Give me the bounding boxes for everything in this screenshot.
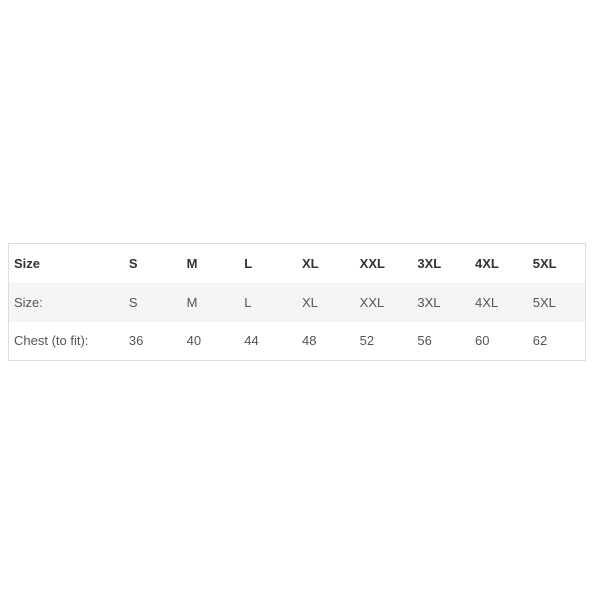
size-chart-header-cell: L bbox=[239, 244, 297, 283]
size-chart-header-cell: 3XL bbox=[412, 244, 470, 283]
size-chart-row bbox=[9, 283, 586, 322]
size-chart-header-cell: 5XL bbox=[528, 244, 586, 283]
size-chart-row-label: Size: bbox=[14, 294, 43, 310]
size-chart-row bbox=[9, 322, 586, 361]
size-chart-header-cell: XL bbox=[297, 244, 355, 283]
size-chart-cell: 3XL bbox=[417, 294, 441, 310]
size-chart-header-cell: 4XL bbox=[470, 244, 528, 283]
size-chart-body bbox=[9, 283, 586, 361]
size-chart-table bbox=[8, 243, 586, 361]
size-chart-cell: L bbox=[244, 294, 252, 310]
size-chart-header-cell: S bbox=[124, 244, 182, 283]
size-chart-cell: 44 bbox=[244, 333, 259, 349]
size-chart-cell: XXL bbox=[359, 294, 385, 310]
size-chart-header-label: Size bbox=[9, 244, 124, 283]
size-chart-header-cell: XXL bbox=[355, 244, 413, 283]
size-chart-row-label: Chest (to fit): bbox=[14, 333, 89, 349]
size-chart-header-row bbox=[9, 244, 586, 283]
size-chart-cell: M bbox=[186, 294, 198, 310]
size-chart-cell: XL bbox=[301, 294, 318, 310]
size-chart-cell: 36 bbox=[128, 333, 144, 349]
size-chart-section bbox=[8, 243, 586, 361]
size-chart-cell: 62 bbox=[532, 333, 548, 349]
size-chart-cell: 40 bbox=[186, 333, 202, 349]
size-chart-cell: 56 bbox=[417, 333, 432, 349]
size-chart-head bbox=[9, 244, 586, 283]
size-chart-cell: 60 bbox=[475, 333, 490, 349]
size-chart-cell: 48 bbox=[301, 333, 317, 349]
size-chart-cell: 52 bbox=[359, 333, 375, 349]
size-chart-cell: S bbox=[128, 294, 138, 310]
size-chart-cell: 4XL bbox=[475, 294, 499, 310]
size-chart-header-cell: M bbox=[182, 244, 240, 283]
size-chart-cell: 5XL bbox=[532, 294, 556, 310]
